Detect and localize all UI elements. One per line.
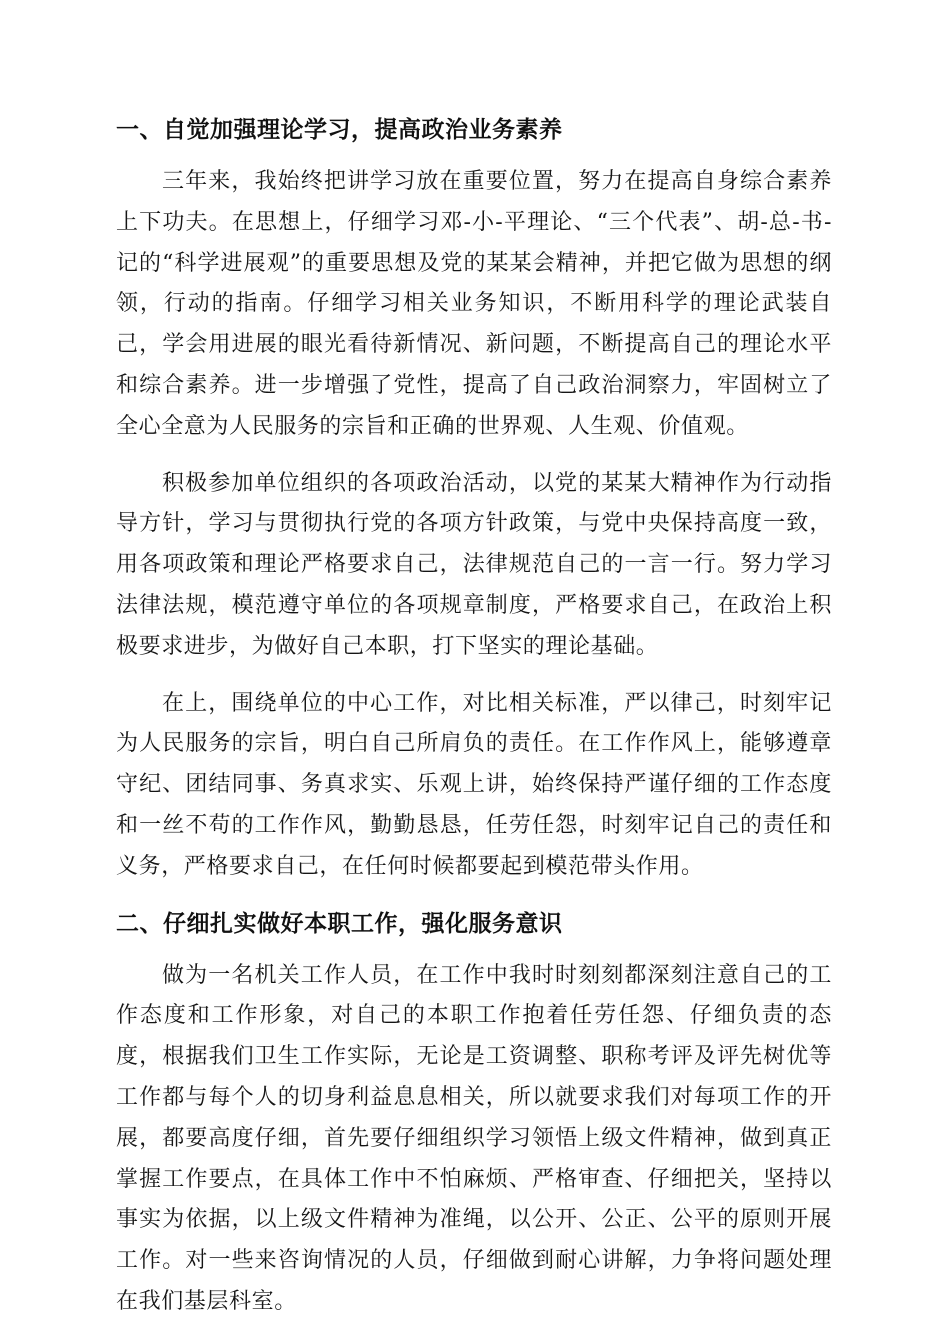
paragraph-1-3: 在上，围绕单位的中心工作，对比相关标准，严以律己，时刻牢记为人民服务的宗旨，明白自己所肩负的责任。在工作作风上，能够遵章守纪、团结同事、务真求实、乐观上讲，始终保持严谨仔细的工作态度和一丝不苟的工作作风，勤勤恳恳，任劳任怨，时刻牢记自己的责任和义务，严格要求自己，在任何时候都要起到模范带头作用。 (116, 690, 832, 879)
paragraph-1-1: 三年来，我始终把讲学习放在重要位置，努力在提高自身综合素养上下功夫。在思想上，仔细学习邓-小-平理论、“三个代表”、胡-总-书-记的“科学进展观”的重要思想及党的某某会精神，并把它做为思想的纲领，行动的指南。仔细学习相关业务知识，不断用科学的理论武装自己，学会用进展的眼光看待新情况、新问题，不断提高自己的理论水平和综合素养。进一步增强了党性，提高了自己政治洞察力，牢固树立了全心全意为人民服务的宗旨和正确的世界观、人生观、价值观。 (116, 169, 832, 439)
paragraph-1-2: 积极参加单位组织的各项政治活动，以党的某某大精神作为行动指导方针，学习与贯彻执行党的各项方针政策，与党中央保持高度一致，用各项政策和理论严格要求自己，法律规范自己的一言一行。努力学习法律法规，模范遵守单位的各项规章制度，严格要求自己，在政治上积极要求进步，为做好自己本职，打下坚实的理论基础。 (116, 470, 832, 659)
document-body (116, 108, 832, 1323)
section-heading-2: 二、仔细扎实做好本职工作，强化服务意识 (116, 910, 563, 937)
paragraph-2-1: 做为一名机关工作人员，在工作中我时时刻刻都深刻注意自己的工作态度和工作形象，对自己的本职工作抱着任劳任怨、仔细负责的态度，根据我们卫生工作实际，无论是工资调整、职称考评及评先树优等工作都与每个人的切身利益息息相关，所以就要求我们对每项工作的开展，都要高度仔细，首先要仔细组织学习领悟上级文件精神，做到真正掌握工作要点，在具体工作中不怕麻烦、严格审查、仔细把关，坚持以事实为依据，以上级文件精神为准绳，以公开、公正、公平的原则开展工作。对一些来咨询情况的人员，仔细做到耐心讲解，力争将问题处理在我们基层科室。 (116, 962, 832, 1314)
section-heading-1: 一、自觉加强理论学习，提高政治业务素养 (116, 117, 563, 143)
